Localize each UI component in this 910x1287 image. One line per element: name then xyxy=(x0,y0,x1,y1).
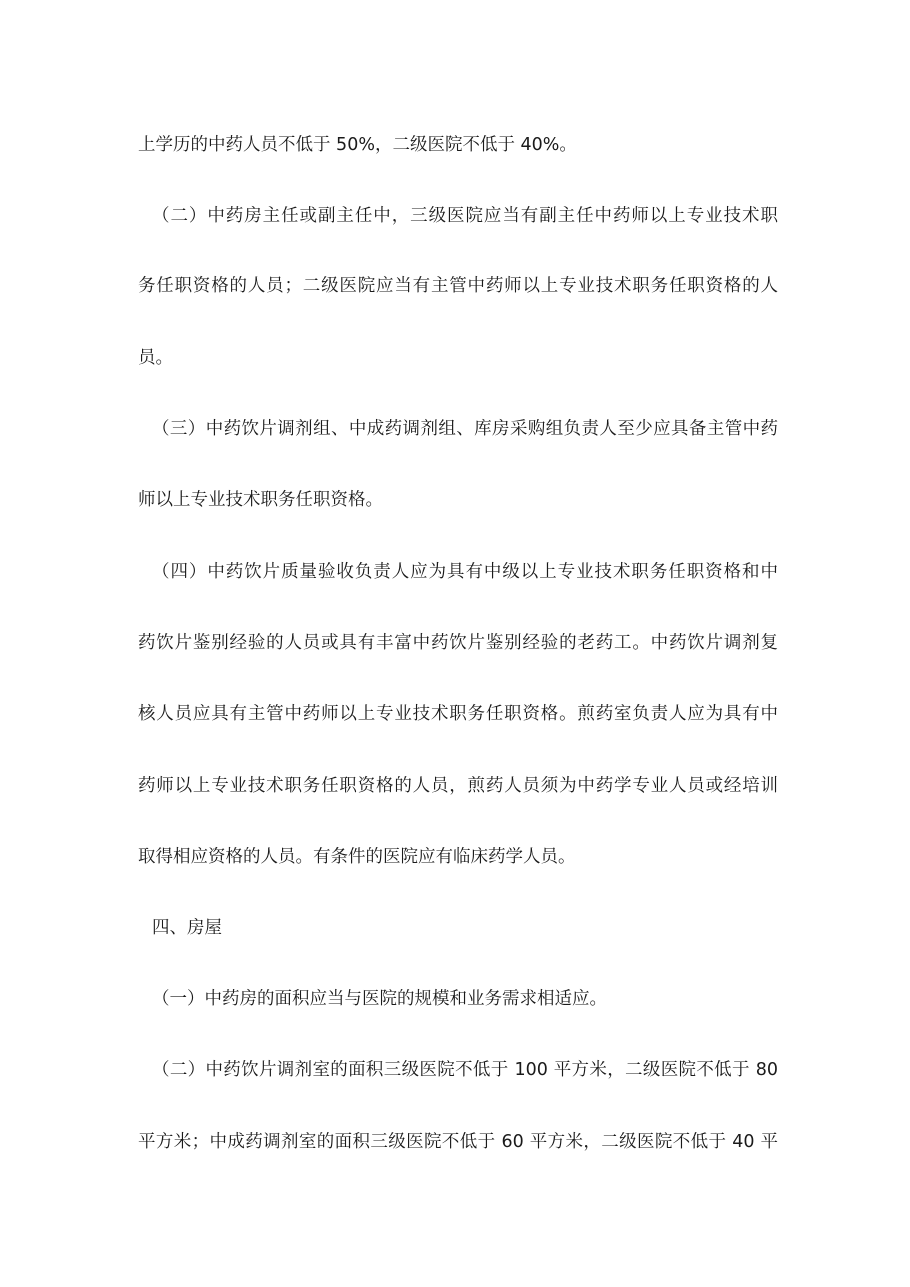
paragraph-line: 药师以上专业技术职务任职资格的人员，煎药人员须为中药学专业人员或经培训 xyxy=(138,776,778,796)
paragraph-line: 平方米；中成药调剂室的面积三级医院不低于 60 平方米，二级医院不低于 40 平 xyxy=(138,1132,778,1152)
paragraph-line: （二）中药房主任或副主任中，三级医院应当有副主任中药师以上专业技术职 xyxy=(152,206,778,226)
paragraph-line: 取得相应资格的人员。有条件的医院应有临床药学人员。 xyxy=(138,847,576,867)
paragraph-line: （三）中药饮片调剂组、中成药调剂组、库房采购组负责人至少应具备主管中药 xyxy=(152,419,778,439)
paragraph-line: 上学历的中药人员不低于 50%，二级医院不低于 40%。 xyxy=(138,135,577,155)
paragraph-line: （四）中药饮片质量验收负责人应为具有中级以上专业技术职务任职资格和中 xyxy=(152,562,778,582)
paragraph-line: 员。 xyxy=(138,348,173,368)
paragraph-line: 务任职资格的人员；二级医院应当有主管中药师以上专业技术职务任职资格的人 xyxy=(138,276,778,296)
paragraph-line: 核人员应具有主管中药师以上专业技术职务任职资格。煎药室负责人应为具有中 xyxy=(138,704,778,724)
section-heading: 四、房屋 xyxy=(152,918,222,938)
paragraph-line: 师以上专业技术职务任职资格。 xyxy=(138,490,383,510)
paragraph-line: 药饮片鉴别经验的人员或具有丰富中药饮片鉴别经验的老药工。中药饮片调剂复 xyxy=(138,633,778,653)
paragraph-line: （一）中药房的面积应当与医院的规模和业务需求相适应。 xyxy=(152,989,607,1009)
paragraph-line: （二）中药饮片调剂室的面积三级医院不低于 100 平方米，二级医院不低于 80 xyxy=(152,1060,778,1080)
